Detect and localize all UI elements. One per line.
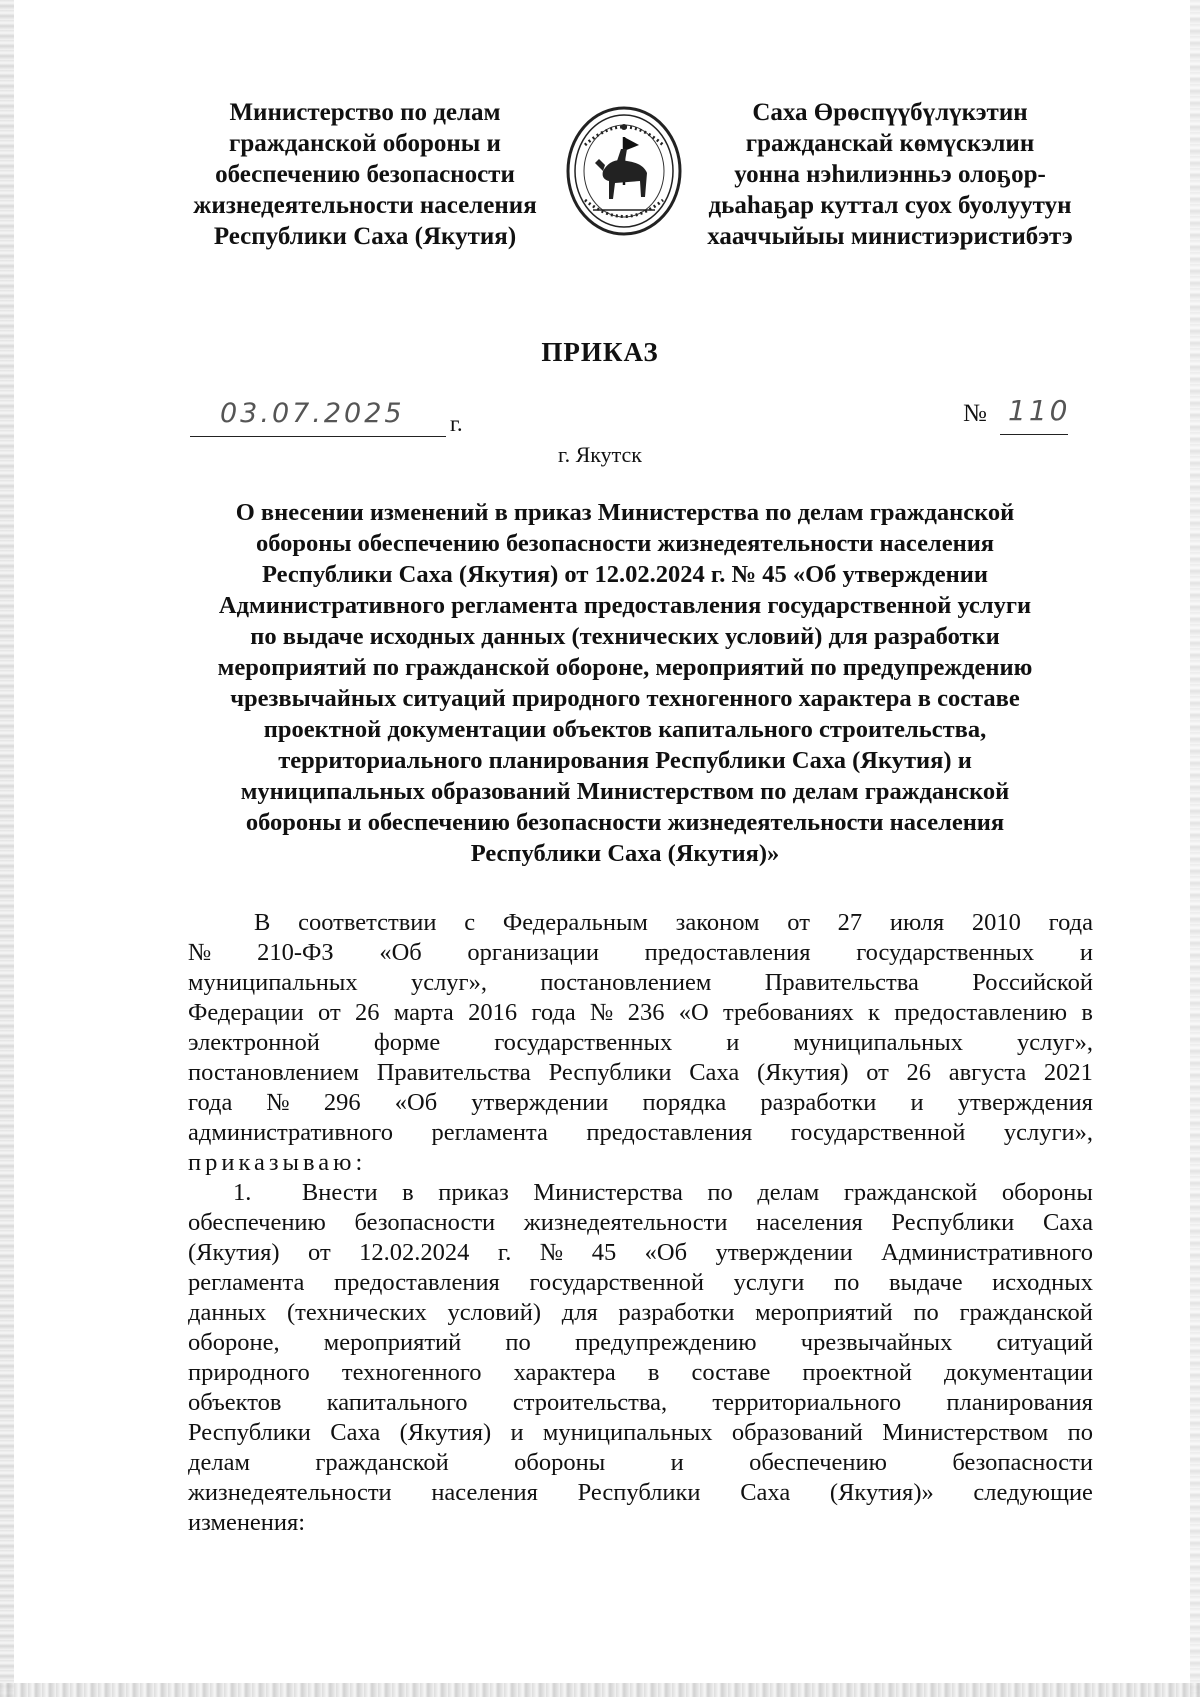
word: 210-ФЗ <box>257 939 334 966</box>
city-label: г. Якутск <box>558 442 642 467</box>
word: 2010 <box>971 909 1021 936</box>
number-prefix: № <box>963 400 987 427</box>
word: Административного <box>881 1239 1093 1266</box>
word: года <box>531 999 576 1026</box>
text-line <box>188 1208 1093 1238</box>
word: гражданской <box>843 1179 978 1206</box>
word: по <box>505 1329 531 1356</box>
word: услуг», <box>410 969 487 996</box>
word: № <box>188 939 212 966</box>
org-left-line: жизнедеятельности населения <box>193 192 537 219</box>
word: и <box>510 1419 524 1446</box>
word: Российской <box>972 969 1093 996</box>
word: жизнедеятельности <box>523 1209 728 1236</box>
text-line <box>188 1418 1093 1448</box>
word: 27 <box>837 909 863 936</box>
text-line <box>188 1088 1093 1118</box>
date-suffix: г. <box>450 411 463 436</box>
word: (Якутия)» <box>829 1479 934 1506</box>
org-right-line: Саха Өрөспүүбүлүкэтин <box>752 99 1028 126</box>
text-line <box>188 1478 1093 1508</box>
scan-edge-right <box>1190 0 1200 1697</box>
word: утверждении <box>715 1239 853 1266</box>
word: по <box>707 1179 733 1206</box>
word: Республики <box>548 1059 672 1086</box>
subject-line: муниципальных образований Министерством по делам гражданской <box>240 778 1010 805</box>
text-line <box>188 1028 1093 1058</box>
word: 26 <box>906 1059 932 1086</box>
date-field <box>190 398 446 437</box>
text-line <box>188 1238 1093 1268</box>
word: условий) <box>447 1299 542 1326</box>
org-left-line: гражданской обороны и <box>229 130 501 157</box>
word: Правительства <box>764 969 919 996</box>
word: № <box>266 1089 290 1116</box>
word: 12.02.2024 <box>359 1239 470 1266</box>
subject-line: обороны обеспечению безопасности жизнедеятельности населения <box>255 530 995 557</box>
word: обеспечению <box>749 1449 887 1476</box>
word: разработки <box>760 1089 877 1116</box>
word: чрезвычайных <box>800 1329 953 1356</box>
ministry-name-yakut <box>690 97 1090 252</box>
word: регламента <box>431 1119 548 1146</box>
word: (Якутия) <box>188 1239 280 1266</box>
text-line <box>188 968 1093 998</box>
org-left-line: обеспечению безопасности <box>215 161 515 188</box>
word: для <box>561 1299 598 1326</box>
word: объектов <box>188 1389 282 1416</box>
word: «Об <box>644 1239 688 1266</box>
word: Саха <box>689 1059 740 1086</box>
word: гражданской <box>315 1449 449 1476</box>
word: по <box>834 1269 860 1296</box>
word: 45 <box>591 1239 617 1266</box>
word: 26 <box>354 999 380 1026</box>
word: услуг», <box>1016 1029 1093 1056</box>
item-1-last-line: изменения: <box>188 1509 306 1536</box>
word: постановлением <box>540 969 712 996</box>
scan-edge-left <box>0 0 14 1697</box>
word: № <box>539 1239 564 1266</box>
word: данных <box>188 1299 267 1326</box>
word: проектной <box>802 1359 912 1386</box>
word: в <box>647 1359 660 1386</box>
word: капитального <box>326 1389 468 1416</box>
word: постановлением <box>188 1059 360 1086</box>
subject-line: проектной документации объектов капитального строительства, <box>263 716 987 743</box>
word: муниципальных <box>793 1029 963 1056</box>
document-title: ПРИКАЗ <box>541 337 659 367</box>
word: муниципальных <box>542 1419 713 1446</box>
text-line <box>188 1328 1093 1358</box>
word: выдаче <box>888 1269 963 1296</box>
word: электронной <box>188 1029 320 1056</box>
word: по <box>1067 1419 1093 1446</box>
item-1-first-line <box>188 1178 1093 1208</box>
text-line <box>188 1268 1093 1298</box>
handwritten-number: 110 <box>1008 394 1071 427</box>
word: следующие <box>973 1479 1093 1506</box>
scan-edge-bottom <box>0 1683 1200 1697</box>
word: муниципальных <box>188 969 358 996</box>
word: Саха <box>740 1479 791 1506</box>
text-line <box>188 1118 1093 1148</box>
subject-line: территориального планирования Республики Саха (Якутия) и <box>278 747 972 774</box>
word: услуги», <box>1003 1119 1093 1146</box>
word: документации <box>944 1359 1093 1386</box>
word: исходных <box>992 1269 1093 1296</box>
document-body <box>188 908 1093 1538</box>
word: г. <box>497 1239 512 1266</box>
subject-line: обороны и обеспечению безопасности жизнедеятельности населения <box>245 809 1005 836</box>
org-right-line: гражданскай көмүскэлин <box>745 130 1035 157</box>
item-1-paragraph <box>188 1208 1093 1508</box>
word: ситуаций <box>996 1329 1093 1356</box>
word: Федеральным <box>502 909 648 936</box>
word: предоставления <box>334 1269 500 1296</box>
word: государственной <box>529 1269 705 1296</box>
subject-line: мероприятий по гражданской обороне, мероприятий по предупреждению <box>217 654 1033 681</box>
word: обеспечению <box>188 1209 326 1236</box>
text-line <box>188 938 1093 968</box>
item-number: 1. <box>233 1179 252 1206</box>
word: регламента <box>188 1269 305 1296</box>
word: Республики <box>891 1209 1015 1236</box>
word: в <box>1081 999 1093 1026</box>
word: государственных <box>494 1029 673 1056</box>
word: техногенного <box>341 1359 482 1386</box>
word: «О <box>678 999 709 1026</box>
word: Саха <box>330 1419 381 1446</box>
word: и <box>670 1449 684 1476</box>
subject-line: О внесении изменений в приказ Министерства по делам гражданской <box>235 499 1015 526</box>
word: требованиях <box>722 999 854 1026</box>
word: жизнедеятельности <box>188 1479 392 1506</box>
word: планирования <box>946 1389 1093 1416</box>
word: от <box>866 1059 889 1086</box>
word: форме <box>373 1029 441 1056</box>
word: предоставления <box>644 939 811 966</box>
word: административного <box>188 1119 393 1146</box>
word: в <box>402 1179 414 1206</box>
word: территориального <box>712 1389 902 1416</box>
text-line <box>188 1058 1093 1088</box>
word: государственной <box>790 1119 966 1146</box>
word: составе <box>691 1359 771 1386</box>
text-line <box>188 1358 1093 1388</box>
word: «Об <box>379 939 422 966</box>
word: утверждения <box>957 1089 1093 1116</box>
word: 2016 <box>468 999 518 1026</box>
order-word: приказываю: <box>188 1149 367 1176</box>
org-right-line: дьаһаҕар куттал суох буолуутун <box>708 192 1072 219</box>
word: обороны <box>514 1449 606 1476</box>
org-left-line: Министерство по делам <box>229 99 501 126</box>
word: Республики <box>577 1479 701 1506</box>
word: с <box>464 909 476 936</box>
word: гражданской <box>959 1299 1093 1326</box>
word: Правительства <box>376 1059 531 1086</box>
word: года <box>1048 909 1093 936</box>
word: обороне, <box>188 1329 280 1356</box>
ministry-name-russian <box>185 97 545 252</box>
word: населения <box>431 1479 538 1506</box>
word: 2021 <box>1043 1059 1093 1086</box>
word: «Об <box>394 1089 438 1116</box>
word: безопасности <box>354 1209 496 1236</box>
word: (Якутия) <box>399 1419 492 1446</box>
word: В <box>254 909 271 936</box>
word: природного <box>188 1359 310 1386</box>
word: мероприятий <box>323 1329 462 1356</box>
word: делам <box>188 1449 250 1476</box>
org-right-line: хааччыйыы министиэристибэтэ <box>707 223 1073 250</box>
word: от <box>308 1239 331 1266</box>
word: предоставлению <box>894 999 1068 1026</box>
word: предупреждению <box>574 1329 757 1356</box>
word: строительства, <box>512 1389 668 1416</box>
republic-emblem-icon <box>565 105 683 237</box>
word: законом <box>675 909 760 936</box>
subject-line: Административного регламента предоставления государственной услуги <box>218 592 1032 619</box>
word: образований <box>731 1419 863 1446</box>
word: приказ <box>438 1179 509 1206</box>
word: услуги <box>733 1269 805 1296</box>
word: Министерства <box>533 1179 683 1206</box>
word: разработки <box>618 1299 735 1326</box>
word: № <box>590 999 614 1026</box>
word: от <box>787 909 810 936</box>
word: характера <box>513 1359 616 1386</box>
word: предоставления <box>586 1119 753 1146</box>
word: (Якутия) <box>756 1059 849 1086</box>
word: и <box>1079 939 1093 966</box>
subject-line: Республики Саха (Якутия)» <box>470 840 780 867</box>
text-line <box>188 998 1093 1028</box>
org-right-line: уонна нэһилиэнньэ олоҕор- <box>734 161 1046 188</box>
word: августа <box>948 1059 1027 1086</box>
word: населения <box>756 1209 863 1236</box>
word: государственных <box>856 939 1035 966</box>
word: марта <box>393 999 454 1026</box>
word: (технических <box>286 1299 427 1326</box>
word: к <box>868 999 880 1026</box>
order-subject <box>170 497 1080 869</box>
text-line <box>188 1448 1093 1478</box>
word: Министерством <box>882 1419 1049 1446</box>
word: года <box>188 1089 233 1116</box>
word: и <box>910 1089 924 1116</box>
word: порядка <box>642 1089 727 1116</box>
word: утверждении <box>471 1089 609 1116</box>
text-line <box>188 1388 1093 1418</box>
word: соответствии <box>298 909 437 936</box>
word: обороны <box>1001 1179 1093 1206</box>
org-left-line: Республики Саха (Якутия) <box>213 223 517 250</box>
preamble-paragraph <box>188 908 1093 1148</box>
word: Федерации <box>188 999 304 1026</box>
subject-line: чрезвычайных ситуаций природного техногенного характера в составе <box>230 685 1020 712</box>
word: 296 <box>323 1089 361 1116</box>
handwritten-date: 03.07.2025 <box>220 398 405 429</box>
subject-line: по выдаче исходных данных (технических условий) для разработки <box>250 623 1000 650</box>
number-field <box>1000 394 1071 435</box>
word: 236 <box>627 999 665 1026</box>
word: июля <box>889 909 945 936</box>
word: Саха <box>1042 1209 1093 1236</box>
word: организации <box>467 939 599 966</box>
word: делам <box>757 1179 820 1206</box>
text-line <box>188 908 1093 938</box>
word: безопасности <box>952 1449 1093 1476</box>
word: по <box>913 1299 939 1326</box>
text-line <box>188 1298 1093 1328</box>
word: и <box>726 1029 740 1056</box>
word: от <box>318 999 341 1026</box>
subject-line: Республики Саха (Якутия) от 12.02.2024 г. № 45 «Об утверждении <box>262 561 988 588</box>
word: Внести <box>301 1179 378 1206</box>
word: мероприятий <box>755 1299 893 1326</box>
word: Республики <box>188 1419 311 1446</box>
